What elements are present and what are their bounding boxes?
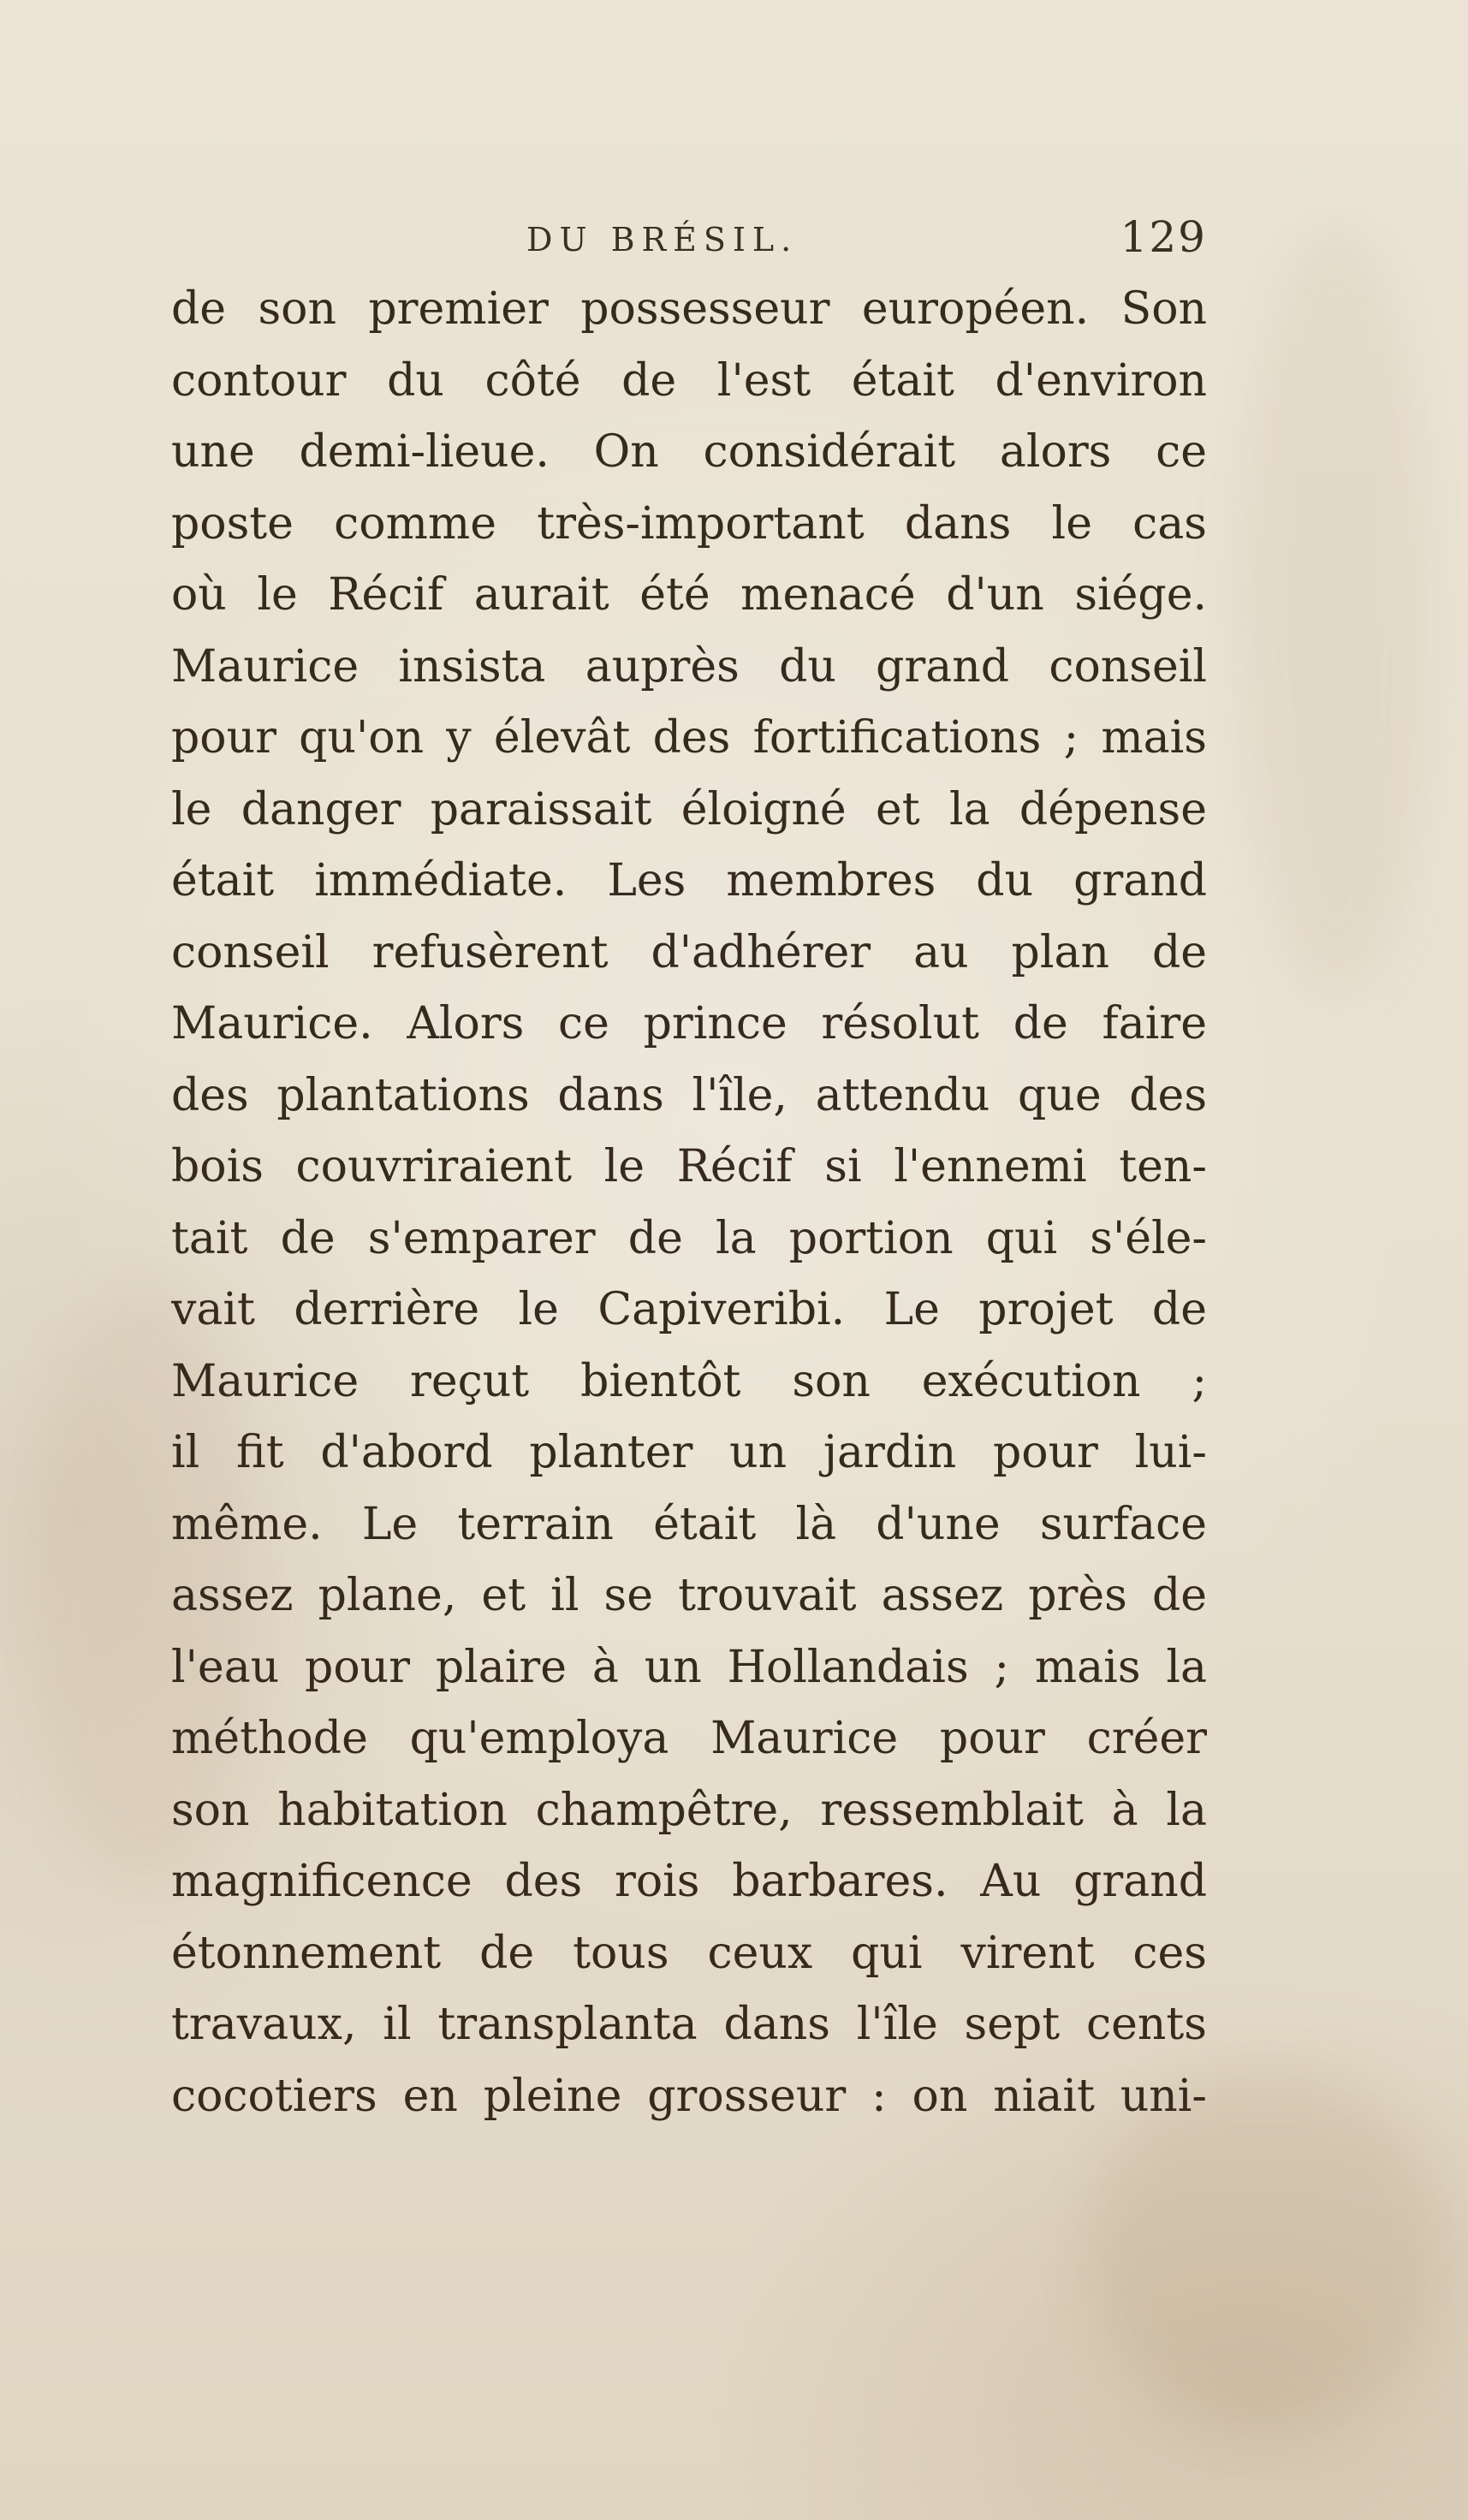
text-line: conseil refusèrent d'adhérer au plan de — [171, 926, 1207, 978]
text-line: l'eau pour plaire à un Hollandais ; mais la — [171, 1641, 1207, 1693]
text-line: même. Le terrain était là d'une surface — [171, 1498, 1207, 1550]
text-line: pour qu'on y élevât des fortifications ; mais — [171, 712, 1207, 764]
text-line: des plantations dans l'île, attendu que des — [171, 1069, 1207, 1121]
text-line: poste comme très-important dans le cas — [171, 497, 1207, 550]
text-line: il fit d'abord planter un jardin pour lui- — [171, 1427, 1207, 1478]
text-line: tait de s'emparer de la portion qui s'éle- — [171, 1212, 1207, 1264]
text-line: Maurice insista auprès du grand conseil — [171, 640, 1207, 692]
page-number: 129 — [1120, 212, 1207, 262]
text-line: bois couvriraient le Récif si l'ennemi ten- — [171, 1141, 1207, 1192]
text-line: son habitation champêtre, ressemblait à la — [171, 1784, 1207, 1836]
body-text — [171, 274, 1207, 2132]
text-line: où le Récif aurait été menacé d'un siége. — [171, 569, 1207, 621]
text-line: cocotiers en pleine grosseur : on niait uni- — [171, 2070, 1207, 2122]
text-line: contour du côté de l'est était d'environ — [171, 354, 1207, 407]
text-line: une demi-lieue. On considérait alors ce — [171, 426, 1207, 478]
text-line: était immédiate. Les membres du grand — [171, 855, 1207, 906]
text-line: le danger paraissait éloigné et la dépense — [171, 783, 1207, 835]
paper-stain — [1241, 223, 1429, 993]
page-header — [171, 212, 1207, 272]
text-line: vait derrière le Capiveribi. Le projet de — [171, 1284, 1207, 1335]
text-line: méthode qu'employa Maurice pour créer — [171, 1713, 1207, 1764]
text-line: travaux, il transplanta dans l'île sept cents — [171, 1999, 1207, 2050]
text-line: de son premier possesseur européen. Son — [171, 283, 1207, 335]
text-line: Maurice reçut bientôt son exécution ; — [171, 1355, 1207, 1407]
text-line: Maurice. Alors ce prince résolut de faire — [171, 998, 1207, 1049]
running-head: DU BRÉSIL. — [526, 221, 799, 259]
text-line: magnificence des rois barbares. Au grand — [171, 1856, 1207, 1907]
text-line: assez plane, et il se trouvait assez près de — [171, 1570, 1207, 1621]
text-line: étonnement de tous ceux qui virent ces — [171, 1927, 1207, 1979]
